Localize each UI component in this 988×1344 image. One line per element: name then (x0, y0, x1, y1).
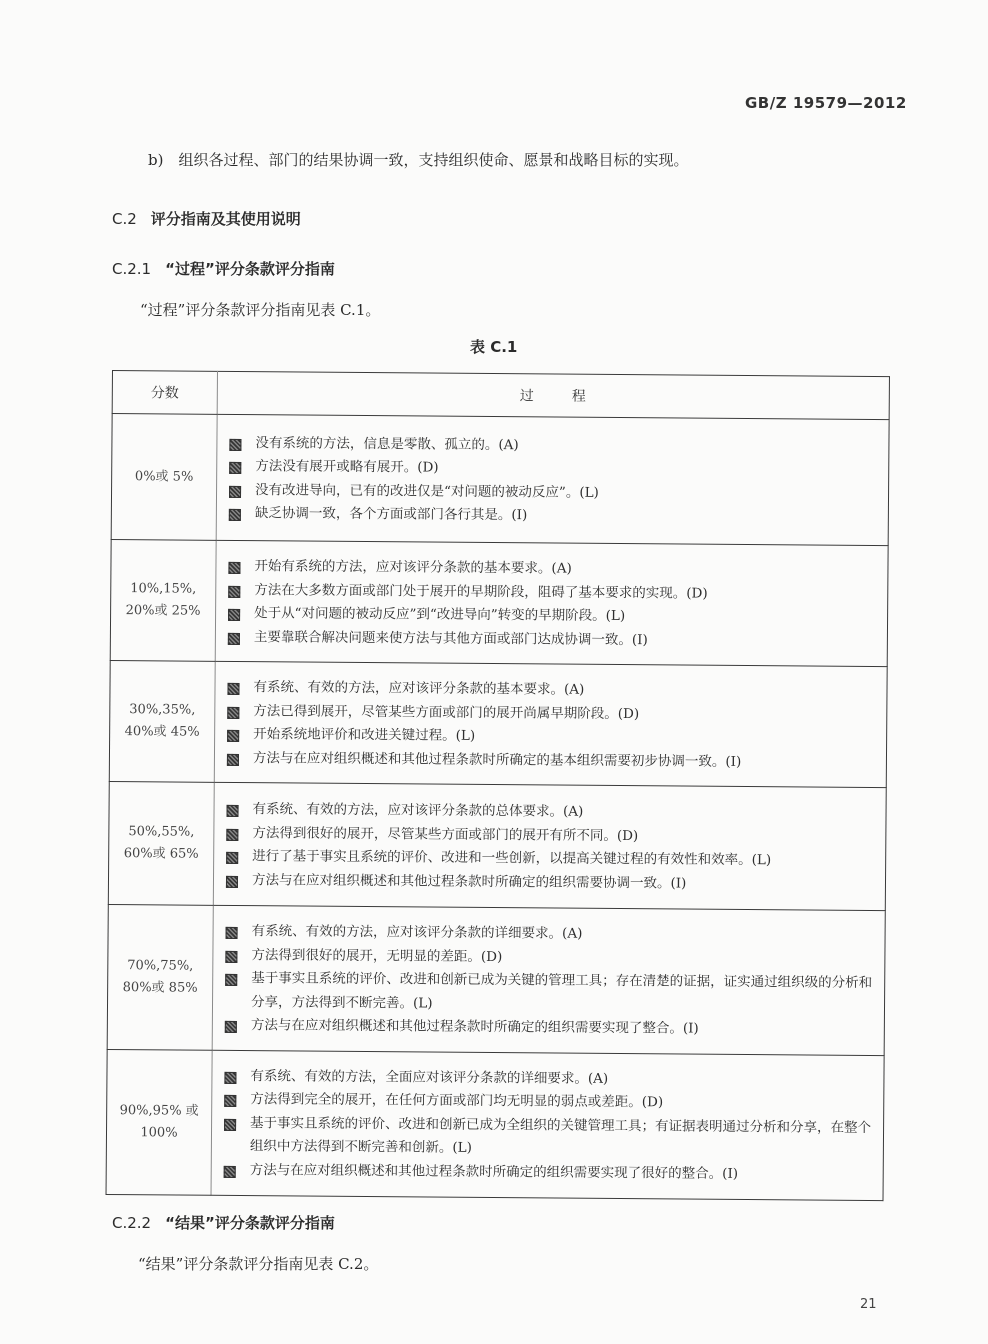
header-score: 分数 (112, 371, 217, 415)
criteria-text: 方法与在应对组织概述和其他过程条款时所确定的基本组织需要初步协调一致。(I) (252, 749, 742, 770)
hatched-square-bullet-icon (228, 562, 240, 574)
score-cell (108, 781, 214, 905)
hatched-square-bullet-icon (228, 632, 240, 644)
criteria-text: 方法与在应对组织概述和其他过程条款时所确定的组织需要实现了整合。(I) (250, 1017, 699, 1037)
score-line: 100% (140, 1124, 178, 1141)
criteria-text: 处于从“对问题的被动反应”到“改进导向”转变的早期阶段。(L) (254, 605, 626, 625)
criteria-text: 缺乏协调一致，各个方面或部门各行其是。(I) (254, 505, 528, 524)
table-row (106, 1049, 884, 1200)
scoring-table (106, 370, 890, 1201)
section-number: C.2.2 (112, 1214, 152, 1232)
score-cell (107, 904, 213, 1049)
criteria-cell (216, 414, 889, 545)
criteria-text: 方法与在应对组织概述和其他过程条款时所确定的组织需要协调一致。(I) (251, 871, 687, 892)
score-cell (111, 414, 217, 541)
hatched-square-bullet-icon (228, 585, 240, 597)
criteria-item (229, 502, 882, 531)
header-process: 过程 (217, 371, 889, 419)
score-line: 10%,15%, (130, 581, 197, 597)
criteria-text: 方法在大多数方面或部门处于展开的早期阶段，阻碍了基本要求的实现。(D) (254, 581, 708, 602)
criteria-cell (215, 540, 888, 666)
section-number: C.2 (112, 210, 137, 228)
standard-number: GB/Z 19579—2012 (745, 94, 907, 112)
hatched-square-bullet-icon (229, 509, 241, 521)
section-title: 评分指南及其使用说明 (150, 210, 301, 228)
hatched-square-bullet-icon (229, 438, 241, 450)
criteria-item (225, 1014, 878, 1043)
hatched-square-bullet-icon (227, 730, 239, 742)
score-line: 30%,35%, (129, 702, 196, 718)
hatched-square-bullet-icon (226, 805, 238, 817)
hatched-square-bullet-icon (226, 828, 238, 840)
criteria-item (224, 1159, 877, 1188)
hatched-square-bullet-icon (224, 1095, 236, 1107)
score-line: 50%,55%, (128, 824, 195, 840)
criteria-item (228, 625, 881, 654)
hatched-square-bullet-icon (225, 1021, 237, 1033)
section-c21-text: “过程”评分条款评分指南见表 C.1。 (140, 301, 381, 319)
criteria-cell (214, 661, 887, 787)
section-number: C.2.1 (112, 260, 152, 278)
criteria-item (227, 746, 880, 775)
hatched-square-bullet-icon (228, 609, 240, 621)
score-line: 60%或 65% (123, 846, 199, 862)
criteria-item (226, 868, 879, 897)
hatched-square-bullet-icon (227, 753, 239, 765)
criteria-text: 有系统、有效的方法，应对该评分条款的基本要求。(A) (253, 679, 585, 698)
criteria-text: 基于事实且系统的评价、改进和创新已成为关键的管理工具；存在清楚的证据，证实通过组织级的分析和分享，方法得到不断完善。(L) (250, 970, 873, 1012)
criteria-item (224, 1112, 877, 1164)
score-cell (106, 1049, 212, 1195)
criteria-text: 开始有系统的方法，应对该评分条款的基本要求。(A) (254, 558, 572, 577)
score-line: 0%或 5% (134, 468, 194, 485)
table-row (107, 904, 885, 1055)
hatched-square-bullet-icon (227, 683, 239, 695)
criteria-text: 没有改进导向，已有的改进仅是“对问题的被动反应”。(L) (255, 481, 599, 501)
hatched-square-bullet-icon (226, 875, 238, 887)
score-line: 80%或 85% (122, 979, 198, 996)
section-title: “结果”评分条款评分指南 (165, 1214, 335, 1232)
table-row (111, 414, 889, 546)
criteria-cell (212, 905, 885, 1055)
hatched-square-bullet-icon (229, 462, 241, 474)
criteria-text: 方法与在应对组织概述和其他过程条款时所确定的组织需要实现了很好的整合。(I) (249, 1161, 739, 1182)
score-cell (109, 660, 215, 782)
criteria-text: 方法得到很好的展开，尽管某些方面或部门的展开有所不同。(D) (252, 824, 639, 844)
section-c22-text: “结果”评分条款评分指南见表 C.2。 (138, 1255, 379, 1273)
criteria-text: 方法已得到展开，尽管某些方面或部门的展开尚属早期阶段。(D) (253, 702, 640, 722)
criteria-cell (211, 1050, 884, 1200)
criteria-cell (213, 782, 886, 910)
score-line: 20%或 25% (125, 603, 201, 619)
hatched-square-bullet-icon (227, 706, 239, 718)
criteria-text: 进行了基于事实且系统的评价、改进和一些创新，以提高关键过程的有效性和效率。(L) (252, 848, 772, 869)
hatched-square-bullet-icon (226, 852, 238, 864)
hatched-square-bullet-icon (224, 1119, 236, 1131)
section-c22-heading (112, 1213, 335, 1233)
criteria-text: 有系统、有效的方法，应对该评分条款的详细要求。(A) (251, 923, 583, 942)
criteria-text: 主要靠联合解决问题来使方法与其他方面或部门达成协调一致。(I) (253, 628, 648, 648)
criteria-item (225, 967, 878, 1019)
table-row (109, 660, 887, 787)
section-c2-heading (112, 209, 301, 229)
criteria-text: 方法得到完全的展开，在任何方面或部门均无明显的弱点或差距。(D) (250, 1091, 664, 1111)
hatched-square-bullet-icon (224, 1072, 236, 1084)
intro-item-b: b) 组织各过程、部门的结果协调一致，支持组织使命、愿景和战略目标的实现。 (148, 151, 689, 169)
table-header-row (112, 371, 889, 420)
criteria-text: 有系统、有效的方法，全面应对该评分条款的详细要求。(A) (250, 1067, 609, 1087)
criteria-text: 基于事实且系统的评价、改进和创新已成为全组织的关键管理工具；有证据表明通过分析和分享，在整个组织中方法得到不断完善和创新。(L) (249, 1114, 872, 1157)
table-row (110, 539, 888, 666)
score-line: 70%,75%, (127, 957, 194, 974)
section-title: “过程”评分条款评分指南 (165, 260, 335, 278)
score-cell (110, 539, 216, 661)
hatched-square-bullet-icon (224, 1166, 236, 1178)
criteria-text: 有系统、有效的方法，应对该评分条款的总体要求。(A) (252, 801, 584, 820)
hatched-square-bullet-icon (226, 927, 238, 939)
score-line: 90%,95% 或 (119, 1102, 199, 1119)
hatched-square-bullet-icon (225, 950, 237, 962)
criteria-text: 开始系统地评价和改进关键过程。(L) (253, 726, 476, 744)
table-title: 表 C.1 (470, 338, 518, 356)
criteria-text: 方法得到很好的展开，无明显的差距。(D) (251, 946, 503, 965)
criteria-text: 方法没有展开或略有展开。(D) (255, 458, 439, 476)
table-row (108, 781, 886, 910)
page-number: 21 (860, 1297, 877, 1312)
criteria-text: 没有系统的方法，信息是零散、孤立的。(A) (255, 434, 519, 453)
hatched-square-bullet-icon (229, 485, 241, 497)
section-c21-heading (112, 259, 335, 279)
score-line: 40%或 45% (124, 724, 200, 740)
hatched-square-bullet-icon (225, 974, 237, 986)
